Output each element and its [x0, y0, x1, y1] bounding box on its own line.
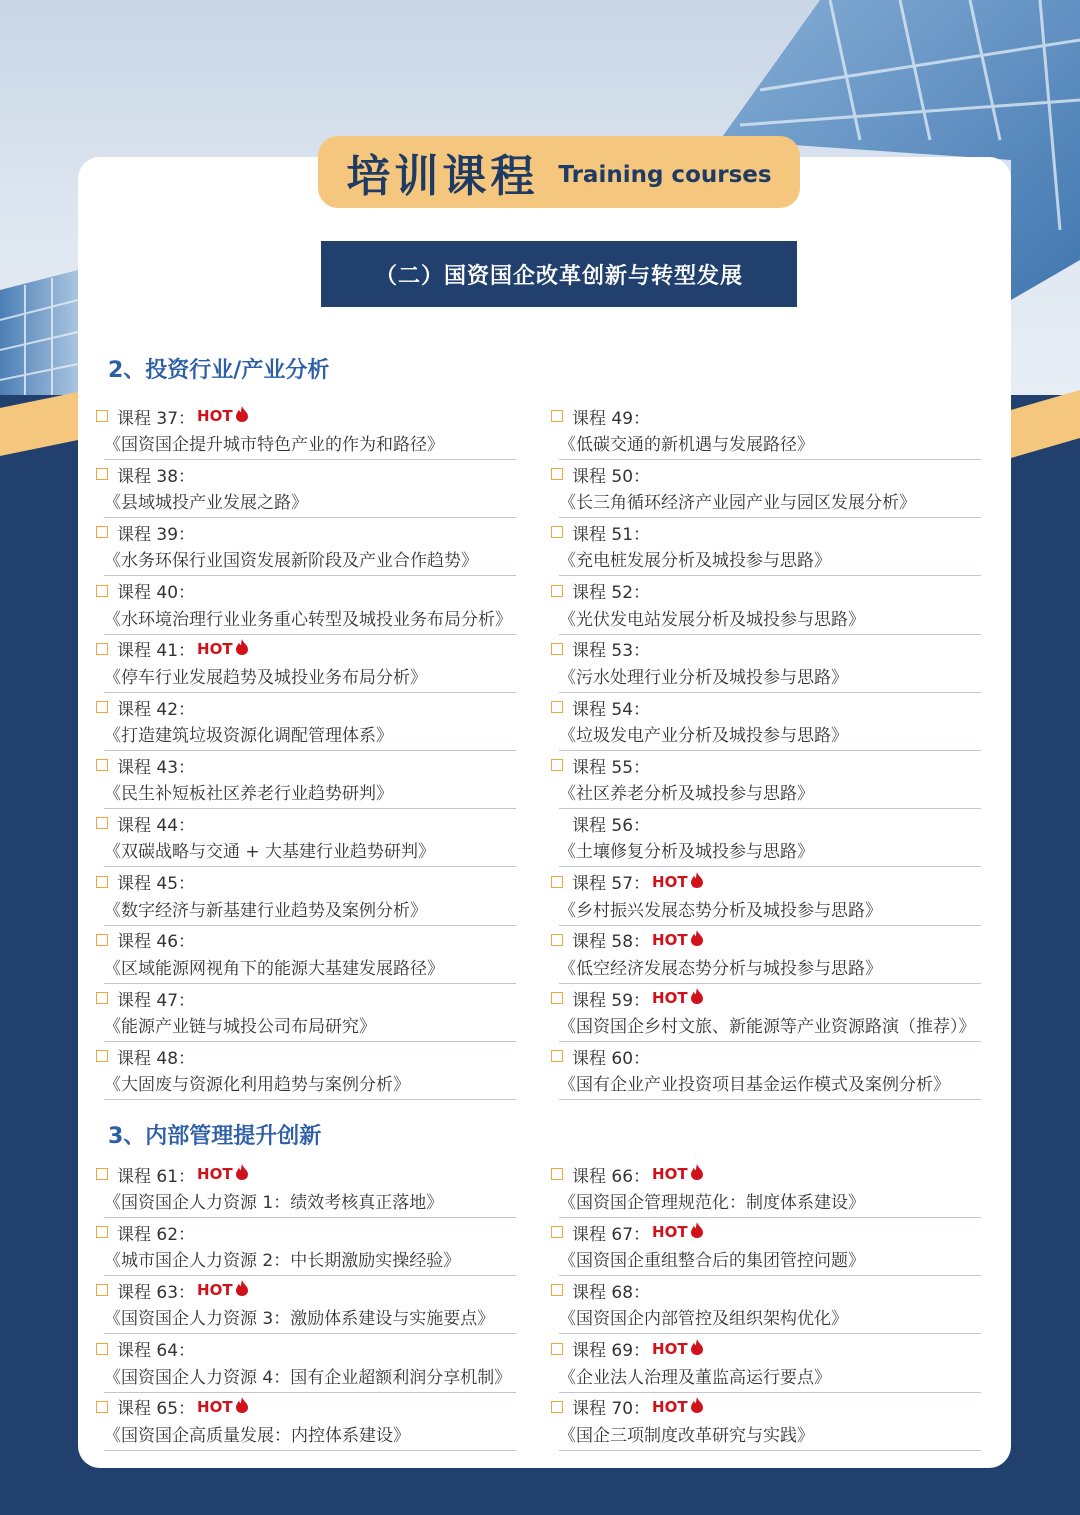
- course-number: 课程 53：: [572, 641, 651, 662]
- flame-icon: [688, 930, 704, 950]
- course-number-row: [96, 1218, 195, 1246]
- course-item: [96, 809, 516, 867]
- course-number: 课程 44：: [117, 815, 196, 836]
- hot-badge: [197, 406, 249, 426]
- course-number: 课程 52：: [572, 583, 651, 604]
- course-number-row: [96, 809, 195, 837]
- hot-badge: [197, 1397, 249, 1417]
- course-item: [551, 1160, 981, 1218]
- course-number: 课程 40：: [117, 583, 196, 604]
- course-item: [551, 1042, 981, 1100]
- course-number: 课程 37：: [117, 408, 196, 429]
- hot-badge: [197, 639, 249, 659]
- hot-badge: [652, 1339, 704, 1359]
- hot-label: HOT: [652, 1339, 688, 1358]
- course-title: 《光伏发电站发展分析及城投参与思路》: [559, 609, 865, 630]
- flame-icon: [688, 1339, 704, 1359]
- course-item: [551, 868, 981, 926]
- course-item: [96, 1276, 516, 1334]
- divider: [559, 1099, 981, 1100]
- section-heading: 3、内部管理提升创新: [108, 1124, 322, 1149]
- course-number-row: [96, 926, 195, 954]
- course-number-row: [96, 751, 195, 779]
- checkbox-icon[interactable]: [551, 876, 563, 888]
- course-number: 课程 56：: [572, 815, 651, 836]
- checkbox-icon[interactable]: [551, 1050, 563, 1062]
- course-title: 《县域城投产业发展之路》: [104, 493, 308, 514]
- flame-icon: [233, 1164, 249, 1184]
- checkbox-icon[interactable]: [96, 759, 108, 771]
- checkbox-icon[interactable]: [551, 759, 563, 771]
- course-title: 《低空经济发展态势分析与城投参与思路》: [559, 958, 882, 979]
- course-number: 课程 39：: [117, 524, 196, 545]
- course-number-row: [551, 1393, 704, 1421]
- course-item: [551, 926, 981, 984]
- page-subtitle-en: Training courses: [558, 162, 772, 188]
- course-item: [96, 1218, 516, 1276]
- hot-label: HOT: [652, 872, 688, 891]
- course-item: [96, 1393, 516, 1451]
- course-title: 《国资国企管理规范化：制度体系建设》: [559, 1193, 865, 1213]
- course-number: 课程 61：: [117, 1166, 196, 1187]
- course-title: 《土壤修复分析及城投参与思路》: [559, 842, 814, 863]
- course-title: 《国资国企人力资源 1：绩效考核真正落地》: [104, 1193, 444, 1213]
- course-number-row: [96, 1393, 249, 1421]
- hot-badge: [197, 1164, 249, 1184]
- course-title: 《水环境治理行业业务重心转型及城投业务布局分析》: [104, 609, 512, 630]
- divider: [104, 1450, 516, 1451]
- course-item: [551, 518, 981, 576]
- course-item: [551, 460, 981, 518]
- course-title: 《国资国企重组整合后的集团管控问题》: [559, 1251, 865, 1272]
- flame-icon: [688, 1397, 704, 1417]
- flame-icon: [688, 1164, 704, 1184]
- course-item: [96, 402, 516, 460]
- course-number-row: [551, 1042, 650, 1070]
- course-item: [96, 518, 516, 576]
- course-title: 《停车行业发展趋势及城投业务布局分析》: [104, 667, 427, 688]
- checkbox-icon[interactable]: [551, 1401, 563, 1413]
- course-number: 课程 49：: [572, 408, 651, 429]
- flame-icon: [688, 988, 704, 1008]
- course-item: [551, 1276, 981, 1334]
- course-number: 课程 45：: [117, 874, 196, 895]
- flame-icon: [688, 1222, 704, 1242]
- course-title: 《低碳交通的新机遇与发展路径》: [559, 435, 814, 455]
- course-number: 课程 66：: [572, 1166, 651, 1187]
- course-number: 课程 54：: [572, 699, 651, 720]
- course-title: 《区域能源网视角下的能源大基建发展路径》: [104, 958, 444, 979]
- course-number-row: [96, 577, 195, 605]
- course-number-row: [551, 460, 650, 488]
- course-number-row: [551, 518, 650, 546]
- course-title: 《社区养老分析及城投参与思路》: [559, 784, 814, 805]
- course-number: 课程 62：: [117, 1224, 196, 1245]
- course-number-row: [96, 1276, 249, 1304]
- course-number: 课程 68：: [572, 1282, 651, 1303]
- title-banner: [318, 136, 800, 208]
- checkbox-icon[interactable]: [96, 817, 108, 829]
- course-item: [551, 635, 981, 693]
- course-number-row: [551, 1276, 650, 1304]
- course-number-row: [551, 635, 650, 663]
- course-item: [551, 693, 981, 751]
- course-number-row: [551, 693, 650, 721]
- checkbox-icon[interactable]: [96, 1343, 108, 1355]
- page-title: 培训课程: [346, 151, 539, 202]
- hot-badge: [652, 930, 704, 950]
- course-title: 《城市国企人力资源 2：中长期激励实操经验》: [104, 1251, 461, 1272]
- course-number-row: [96, 402, 249, 430]
- course-number: 课程 59：: [572, 990, 651, 1011]
- course-item: [551, 402, 981, 460]
- checkbox-icon[interactable]: [96, 526, 108, 538]
- course-number: 课程 69：: [572, 1341, 651, 1362]
- hot-badge: [652, 988, 704, 1008]
- checkbox-icon[interactable]: [96, 1401, 108, 1413]
- course-number: 课程 47：: [117, 990, 196, 1011]
- course-item: [96, 868, 516, 926]
- course-item: [96, 577, 516, 635]
- checkbox-icon[interactable]: [551, 410, 563, 422]
- course-number: 课程 41：: [117, 641, 196, 662]
- hot-badge: [652, 872, 704, 892]
- course-number-row: [551, 809, 650, 837]
- course-title: 《乡村振兴发展态势分析及城投参与思路》: [559, 900, 882, 921]
- course-number: 课程 43：: [117, 757, 196, 778]
- course-item: [96, 635, 516, 693]
- course-number: 课程 58：: [572, 932, 651, 953]
- course-number: 课程 46：: [117, 932, 196, 953]
- checkbox-icon[interactable]: [96, 643, 108, 655]
- course-number: 课程 55：: [572, 757, 651, 778]
- course-number: 课程 67：: [572, 1224, 651, 1245]
- divider: [104, 1099, 516, 1100]
- course-number-row: [96, 1042, 195, 1070]
- checkbox-icon[interactable]: [551, 934, 563, 946]
- course-number-row: [96, 868, 195, 896]
- course-item: [96, 984, 516, 1042]
- course-item: [551, 577, 981, 635]
- course-title: 《国资国企人力资源 4：国有企业超额利润分享机制》: [104, 1367, 512, 1388]
- checkbox-icon[interactable]: [551, 585, 563, 597]
- hot-label: HOT: [197, 407, 233, 425]
- hot-label: HOT: [197, 639, 233, 658]
- course-title: 《国企三项制度改革研究与实践》: [559, 1425, 814, 1446]
- checkbox-icon[interactable]: [96, 701, 108, 713]
- course-title: 《双碳战略与交通 + 大基建行业趋势研判》: [104, 842, 436, 863]
- checkbox-icon[interactable]: [551, 1226, 563, 1238]
- course-title: 《国资国企乡村文旅、新能源等产业资源路演（推荐）》: [559, 1017, 976, 1037]
- checkbox-icon[interactable]: [96, 1050, 108, 1062]
- course-title: 《国有企业产业投资项目基金运作模式及案例分析》: [559, 1075, 950, 1096]
- checkbox-icon[interactable]: [96, 876, 108, 888]
- checkbox-icon[interactable]: [96, 1284, 108, 1296]
- checkbox-icon[interactable]: [551, 1168, 563, 1180]
- course-item: [551, 1218, 981, 1276]
- flame-icon: [233, 1397, 249, 1417]
- course-item: [96, 693, 516, 751]
- hot-badge: [197, 1280, 249, 1300]
- course-title: 《民生补短板社区养老行业趋势研判》: [104, 784, 393, 805]
- course-title: 《能源产业链与城投公司布局研究》: [104, 1017, 376, 1037]
- course-title: 《打造建筑垃圾资源化调配管理体系》: [104, 726, 393, 746]
- course-title: 《垃圾发电产业分析及城投参与思路》: [559, 726, 848, 746]
- checkbox-icon[interactable]: [96, 585, 108, 597]
- checkbox-icon[interactable]: [551, 468, 563, 480]
- checkbox-icon[interactable]: [551, 643, 563, 655]
- hot-label: HOT: [652, 1223, 688, 1242]
- course-item: [96, 926, 516, 984]
- flame-icon: [233, 639, 249, 659]
- checkbox-icon[interactable]: [96, 468, 108, 480]
- course-title: 《国资国企高质量发展：内控体系建设》: [104, 1425, 410, 1446]
- hot-label: HOT: [652, 1397, 688, 1416]
- course-number-row: [96, 635, 249, 663]
- hot-badge: [652, 1164, 704, 1184]
- course-item: [551, 1335, 981, 1393]
- course-number: 课程 70：: [572, 1399, 651, 1420]
- checkbox-icon[interactable]: [551, 701, 563, 713]
- checkbox-icon[interactable]: [551, 1343, 563, 1355]
- hot-label: HOT: [197, 1397, 233, 1416]
- course-title: 《充电桩发展分析及城投参与思路》: [559, 551, 831, 572]
- flame-icon: [233, 406, 249, 426]
- hot-label: HOT: [652, 1165, 688, 1183]
- course-item: [96, 1160, 516, 1218]
- course-number: 课程 50：: [572, 466, 651, 487]
- course-item: [96, 751, 516, 809]
- course-number-row: [551, 984, 704, 1012]
- divider: [559, 1450, 981, 1451]
- section-heading: 2、投资行业/产业分析: [108, 358, 330, 383]
- course-title: 《国资国企人力资源 3：激励体系建设与实施要点》: [104, 1309, 495, 1330]
- course-number-row: [551, 1160, 704, 1188]
- course-number-row: [96, 460, 195, 488]
- section-banner: （二）国资国企改革创新与转型发展: [321, 241, 797, 307]
- course-number-row: [96, 984, 195, 1012]
- course-number: 课程 63：: [117, 1282, 196, 1303]
- course-title: 《国资国企提升城市特色产业的作为和路径》: [104, 435, 444, 455]
- checkbox-icon[interactable]: [96, 1226, 108, 1238]
- hot-label: HOT: [197, 1165, 233, 1183]
- hot-label: HOT: [652, 930, 688, 949]
- course-number-row: [551, 402, 650, 430]
- course-number: 课程 42：: [117, 699, 196, 720]
- course-number-row: [551, 926, 704, 954]
- course-number: 课程 60：: [572, 1048, 651, 1069]
- course-item: [551, 751, 981, 809]
- course-title: 《长三角循环经济产业园产业与园区发展分析》: [559, 493, 916, 514]
- course-item: [96, 1335, 516, 1393]
- checkbox-icon[interactable]: [96, 410, 108, 422]
- hot-badge: [652, 1222, 704, 1242]
- flame-icon: [688, 872, 704, 892]
- course-title: 《水务环保行业国资发展新阶段及产业合作趋势》: [104, 551, 478, 572]
- course-title: 《国资国企内部管控及组织架构优化》: [559, 1309, 848, 1330]
- course-number-row: [96, 1335, 195, 1363]
- checkbox-icon[interactable]: [96, 1168, 108, 1180]
- checkbox-icon[interactable]: [96, 992, 108, 1004]
- course-title: 《污水处理行业分析及城投参与思路》: [559, 667, 848, 688]
- checkbox-icon[interactable]: [551, 992, 563, 1004]
- hot-label: HOT: [197, 1281, 233, 1300]
- course-item: [551, 809, 981, 867]
- course-number-row: [551, 577, 650, 605]
- course-item: [96, 460, 516, 518]
- course-number: 课程 57：: [572, 874, 651, 895]
- course-number-row: [96, 1160, 249, 1188]
- course-number: 课程 65：: [117, 1399, 196, 1420]
- course-item: [96, 1042, 516, 1100]
- course-number: 课程 64：: [117, 1341, 196, 1362]
- hot-badge: [652, 1397, 704, 1417]
- course-number-row: [96, 518, 195, 546]
- checkbox-icon[interactable]: [551, 1284, 563, 1296]
- course-item: [551, 984, 981, 1042]
- course-title: 《大固废与资源化利用趋势与案例分析》: [104, 1075, 410, 1096]
- flame-icon: [233, 1280, 249, 1300]
- course-title: 《数字经济与新基建行业趋势及案例分析》: [104, 900, 427, 921]
- course-item: [551, 1393, 981, 1451]
- course-title: 《企业法人治理及董监高运行要点》: [559, 1367, 831, 1388]
- course-number: 课程 48：: [117, 1048, 196, 1069]
- course-number-row: [551, 1218, 704, 1246]
- course-number: 课程 51：: [572, 524, 651, 545]
- course-number-row: [96, 693, 195, 721]
- course-number-row: [551, 751, 650, 779]
- course-number-row: [551, 868, 704, 896]
- course-number: 课程 38：: [117, 466, 196, 487]
- checkbox-icon[interactable]: [96, 934, 108, 946]
- checkbox-icon[interactable]: [551, 526, 563, 538]
- course-number-row: [551, 1335, 704, 1363]
- hot-label: HOT: [652, 989, 688, 1007]
